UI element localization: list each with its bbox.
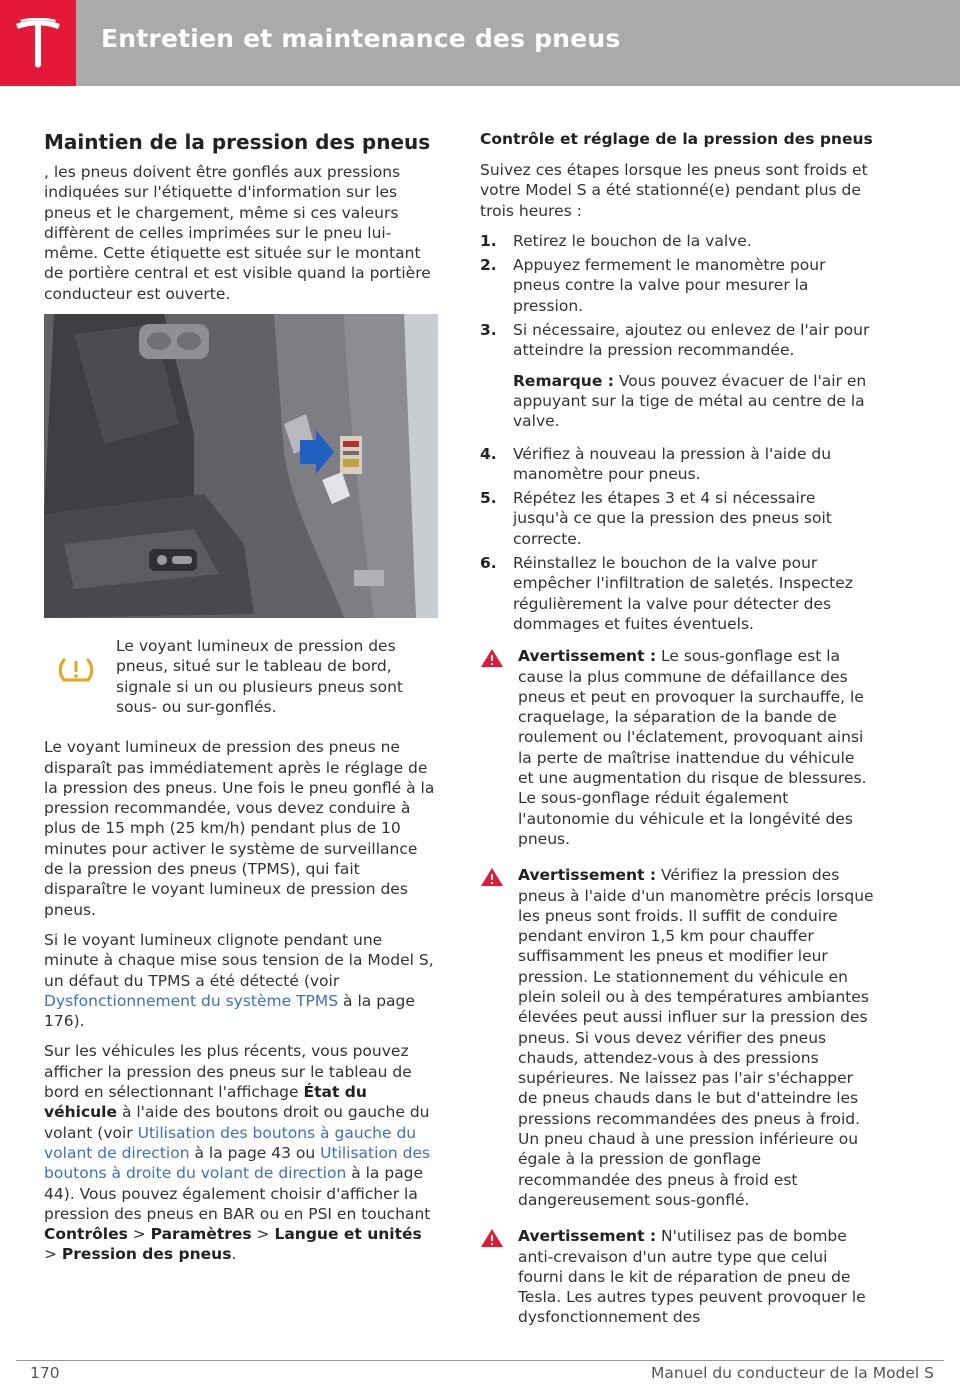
menu-separator: > bbox=[44, 1245, 62, 1264]
warning-body: Le sous-gonflage est la cause la plus commune de défaillance des pneus et peut en provoquer la surchauffe, le craquelage, la séparation de la bande de roulement ou l'éclatement, provoquant ainsi la perte de maîtrise inattendue du véhicule et une augmentation du risque de blessures. Le sous-gonflage réduit également l'autonomie du véhicule et la longévité des pneus. bbox=[518, 647, 867, 848]
vehicle-status-label: État du véhicule bbox=[44, 1083, 367, 1122]
warning-text bbox=[518, 865, 874, 1210]
link-tpms-malfunction[interactable]: Dysfonctionnement du système TPMS bbox=[44, 991, 339, 1010]
menu-separator: > bbox=[251, 1225, 275, 1244]
manual-title: Manuel du conducteur de la Model S bbox=[651, 1364, 934, 1382]
intro-paragraph: , les pneus doivent être gonflés aux pressions indiquées sur l'étiquette d'information sur les pneus et le chargement, même si ces valeurs diffèrent de celles imprimées sur le pneu lui-même. Cette étiquette est située sur le montant de portière central et est visible quand la portière conducteur est ouverte. bbox=[44, 163, 431, 303]
step-number: 2. bbox=[480, 256, 497, 275]
warning-label: Avertissement : bbox=[518, 647, 657, 666]
text-span: . bbox=[231, 1245, 237, 1264]
step-item bbox=[480, 553, 874, 634]
note-label: Remarque : bbox=[513, 371, 614, 390]
paragraph-tpms-fault bbox=[44, 930, 438, 1031]
page-title: Entretien et maintenance des pneus bbox=[101, 24, 621, 53]
menu-controls: Contrôles bbox=[44, 1225, 128, 1244]
text-span: à la page 176). bbox=[44, 991, 415, 1031]
step-text: Appuyez fermement le manomètre pour pneus contre la valve pour mesurer la pression. bbox=[513, 256, 826, 315]
tire-pressure-warning-icon bbox=[58, 654, 94, 686]
section-heading: Maintien de la pression des pneus bbox=[44, 130, 431, 154]
step-text: Retirez le bouchon de la valve. bbox=[513, 231, 752, 250]
steps-list-continued bbox=[480, 444, 874, 635]
indicator-description: Le voyant lumineux de pression des pneus, situé sur le tableau de bord, signale si un ou plusieurs pneus sont sous- ou sur-gonflés. bbox=[116, 637, 403, 716]
page-number: 170 bbox=[30, 1364, 60, 1382]
step-text: Si nécessaire, ajoutez ou enlevez de l'air pour atteindre la pression recommandée. bbox=[513, 321, 870, 360]
warning-body: Vérifiez la pression des pneus à l'aide d'un manomètre précis lorsque les pneus sont froids. Il suffit de conduire pendant environ 1,5 km pour chauffer suffisamment les pneus et modifier leur pression. Le stationnement du véhicule en plein soleil ou à des températures ambiantes élevées peut aussi influer sur la pression des pneus. Si vous devez vérifier des pneus chauds, attendez-vous à des pressions supérieures. Ne laissez pas l'air s'échapper de pneus chauds dans le but d'atteindre les pressions recommandées des pneus à froid. Un pneu chaud à une pression inférieure ou égale à la pression de gonflage recommandée des pneus à froid est dangereusement sous-gonflé. bbox=[518, 866, 874, 1209]
warning-triangle-icon bbox=[480, 867, 504, 887]
warning-triangle-icon bbox=[480, 648, 504, 668]
text-span: à la page 43 ou bbox=[189, 1143, 321, 1162]
text-span: à la page 44). Vous pouvez également choisir d'afficher la pression des pneus en BAR ou en PSI en touchant bbox=[44, 1164, 431, 1223]
step-item bbox=[480, 488, 874, 549]
paragraph-display-pressure bbox=[44, 1041, 438, 1264]
footer-divider bbox=[16, 1360, 944, 1361]
paragraph-indicator-reset: Le voyant lumineux de pression des pneus ne disparaît pas immédiatement après le réglage de la pression des pneus. Une fois le pneu gonflé à la pression recommandée, vous devez conduire à plus de 15 mph (25 km/h) pendant plus de 10 minutes pour activer le système de surveillance de la pression des pneus (TPMS), qui fait disparaître le voyant lumineux de pression des pneus. bbox=[44, 738, 435, 919]
warning-label: Avertissement : bbox=[518, 1227, 657, 1246]
warning-text bbox=[518, 646, 874, 849]
subsection-heading: Contrôle et réglage de la pression des pneus bbox=[480, 130, 873, 148]
warning-triangle-icon bbox=[480, 1228, 504, 1248]
note-block bbox=[480, 371, 874, 432]
step-item bbox=[480, 255, 874, 316]
step-number: 3. bbox=[480, 321, 497, 340]
page-header bbox=[0, 0, 960, 86]
steps-list bbox=[480, 231, 874, 361]
step-text: Répétez les étapes 3 et 4 si nécessaire jusqu'à ce que la pression des pneus soit correcte. bbox=[513, 489, 832, 548]
step-number: 5. bbox=[480, 489, 497, 508]
tesla-t-icon bbox=[14, 18, 62, 68]
warning-label: Avertissement : bbox=[518, 866, 657, 885]
warning-text bbox=[518, 1226, 874, 1327]
warning-body: N'utilisez pas de bombe anti-crevaison d'un autre type que celui fourni dans le kit de réparation de pneu de Tesla. Les autres types peuvent provoquer le dysfonctionnement des bbox=[518, 1227, 866, 1327]
text-span: à l'aide des boutons droit ou gauche du volant (voir bbox=[44, 1103, 430, 1142]
step-item bbox=[480, 231, 874, 251]
step-text: Réinstallez le bouchon de la valve pour empêcher l'infiltration de saletés. Inspectez régulièrement la valve pour détecter des dommages et fuites éventuels. bbox=[513, 554, 853, 633]
step-item bbox=[480, 444, 874, 485]
step-item bbox=[480, 320, 874, 361]
menu-settings: Paramètres bbox=[150, 1225, 252, 1244]
text-span: Sur les véhicules les plus récents, vous pouvez afficher la pression des pneus sur le tableau de bord en sélectionnant l'affichage bbox=[44, 1042, 412, 1102]
menu-language-units: Langue et unités bbox=[274, 1225, 422, 1244]
warning-block bbox=[480, 646, 874, 849]
door-pillar-photo bbox=[44, 314, 438, 618]
menu-separator: > bbox=[127, 1225, 151, 1244]
tesla-logo bbox=[0, 0, 76, 86]
left-column bbox=[44, 130, 438, 1275]
menu-tire-pressure: Pression des pneus bbox=[61, 1245, 232, 1264]
warning-block bbox=[480, 865, 874, 1210]
step-number: 1. bbox=[480, 231, 497, 250]
warning-block bbox=[480, 1226, 874, 1327]
step-number: 4. bbox=[480, 444, 497, 463]
right-column bbox=[480, 130, 874, 1344]
text-span: Si le voyant lumineux clignote pendant une minute à chaque mise sous tension de la Model S, un défaut du TPMS a été détecté (voir bbox=[44, 930, 434, 990]
step-number: 6. bbox=[480, 554, 497, 573]
step-text: Vérifiez à nouveau la pression à l'aide du manomètre pour pneus. bbox=[513, 444, 832, 483]
note-text: Vous pouvez évacuer de l'air en appuyant sur la tige de métal au centre de la valve. bbox=[513, 371, 867, 431]
tpms-indicator-block bbox=[44, 636, 438, 717]
link-right-steering-buttons[interactable]: Utilisation des boutons à droite du volant de direction bbox=[44, 1143, 431, 1183]
link-left-steering-buttons[interactable]: Utilisation des boutons à gauche du volant de direction bbox=[44, 1123, 417, 1162]
steps-intro: Suivez ces étapes lorsque les pneus sont froids et votre Model S a été stationné(e) pendant plus de trois heures : bbox=[480, 161, 868, 220]
